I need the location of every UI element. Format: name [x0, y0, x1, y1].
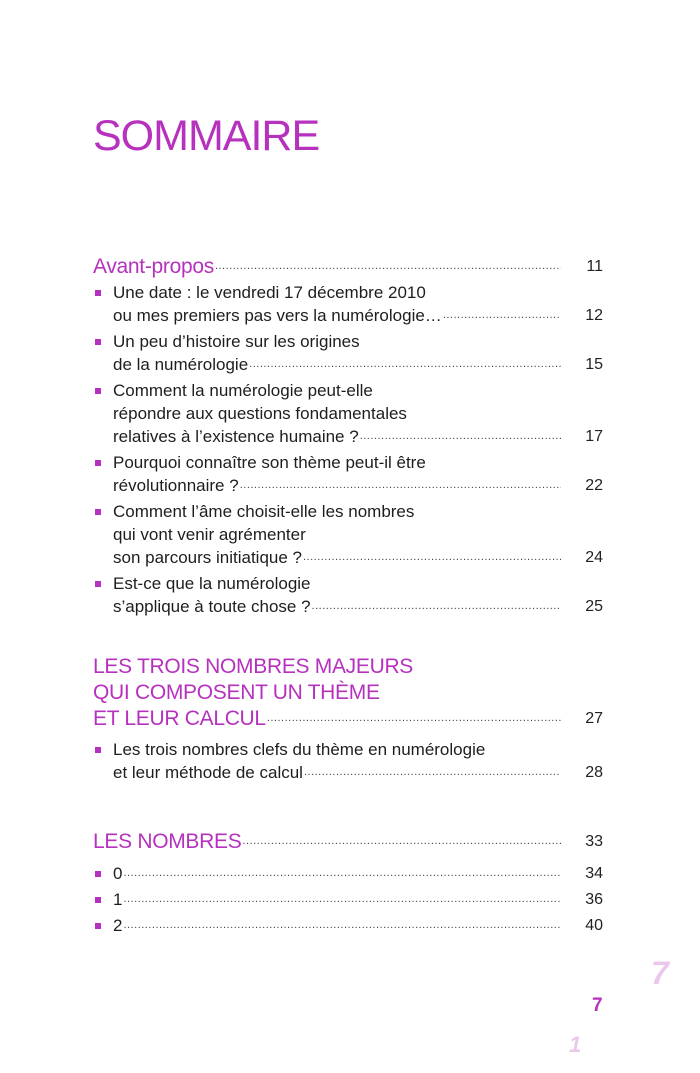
- page-title: SOMMAIRE: [93, 112, 320, 160]
- toc-item[interactable]: [93, 500, 603, 569]
- square-bullet-icon: [95, 747, 101, 753]
- toc-page-number: 25: [585, 598, 603, 615]
- toc-item-text: Une date : le vendredi 17 décembre 2010: [113, 283, 426, 302]
- square-bullet-icon: [95, 290, 101, 296]
- toc-page-number: 28: [585, 764, 603, 781]
- toc-item[interactable]: [93, 738, 603, 784]
- square-bullet-icon: [95, 897, 101, 903]
- decorative-numeral-seven: 7: [651, 955, 669, 991]
- leader-dots: [123, 866, 561, 880]
- square-bullet-icon: [95, 923, 101, 929]
- toc-item[interactable]: [93, 281, 603, 327]
- toc-item-text: 1: [113, 890, 123, 909]
- toc-page-number: 24: [585, 549, 603, 566]
- toc-item-text: qui vont venir agrémenter: [113, 525, 306, 544]
- toc-item-text: Les trois nombres clefs du thème en numérologie: [113, 740, 486, 759]
- toc-item-text: 0: [113, 864, 123, 883]
- toc-item-text: Comment la numérologie peut-elle: [113, 381, 373, 400]
- leader-dots: [304, 765, 561, 779]
- toc-page-number: 36: [585, 891, 603, 908]
- toc-heading-text: QUI COMPOSENT UN THÈME: [93, 681, 380, 704]
- leader-dots: [249, 357, 561, 371]
- toc-heading-text: ET LEUR CALCUL: [93, 707, 266, 730]
- toc-item-text: son parcours initiatique ?: [113, 548, 303, 567]
- toc-section-les-nombres: [93, 827, 603, 937]
- toc-item[interactable]: [93, 914, 603, 937]
- square-bullet-icon: [95, 581, 101, 587]
- leader-dots: [123, 918, 561, 932]
- leader-dots: [443, 308, 561, 322]
- toc-item[interactable]: [93, 572, 603, 618]
- square-bullet-icon: [95, 871, 101, 877]
- leader-dots: [360, 429, 561, 443]
- toc-page-number: 11: [586, 258, 603, 275]
- toc-item[interactable]: [93, 379, 603, 448]
- toc-page-number: 15: [585, 356, 603, 373]
- leader-dots: [123, 892, 561, 906]
- toc-page-number: 27: [585, 710, 603, 727]
- toc-page-number: 22: [585, 477, 603, 494]
- page-folio-number: 7: [592, 995, 603, 1016]
- toc-item[interactable]: [93, 330, 603, 376]
- toc-item-text: révolutionnaire ?: [113, 476, 239, 495]
- leader-dots: [215, 259, 561, 273]
- toc-item-text: ou mes premiers pas vers la numérologie…: [113, 306, 442, 325]
- square-bullet-icon: [95, 509, 101, 515]
- toc-page-number: 33: [585, 833, 603, 850]
- toc-heading-text: LES NOMBRES: [93, 830, 242, 853]
- toc-section-avant-propos: [93, 252, 603, 618]
- leader-dots: [267, 711, 561, 725]
- leader-dots: [242, 834, 561, 848]
- toc-item[interactable]: [93, 888, 603, 911]
- toc-item-text: 2: [113, 916, 123, 935]
- leader-dots: [312, 599, 561, 613]
- toc-page-number: 12: [585, 307, 603, 324]
- square-bullet-icon: [95, 388, 101, 394]
- toc-section-trois-nombres: [93, 652, 603, 784]
- toc-heading-trois-nombres[interactable]: [93, 652, 603, 730]
- decorative-numeral-one: 1: [569, 1032, 582, 1057]
- toc-heading-avant-propos[interactable]: [93, 252, 603, 278]
- toc-item-text: de la numérologie: [113, 355, 249, 374]
- leader-dots: [303, 550, 561, 564]
- square-bullet-icon: [95, 339, 101, 345]
- toc-item-text: répondre aux questions fondamentales: [113, 404, 407, 423]
- toc-heading-text: LES TROIS NOMBRES MAJEURS: [93, 655, 414, 678]
- toc-page-number: 34: [585, 865, 603, 882]
- toc-item-text: Est-ce que la numérologie: [113, 574, 311, 593]
- toc-item-text: Pourquoi connaître son thème peut-il être: [113, 453, 426, 472]
- leader-dots: [240, 478, 561, 492]
- toc-item-text: et leur méthode de calcul: [113, 763, 303, 782]
- toc-page-number: 17: [585, 428, 603, 445]
- toc-item-text: s’applique à toute chose ?: [113, 597, 311, 616]
- toc-heading-text: Avant-propos: [93, 255, 214, 278]
- toc-item-text: Un peu d’histoire sur les origines: [113, 332, 360, 351]
- toc-item[interactable]: [93, 451, 603, 497]
- toc-page-number: 40: [585, 917, 603, 934]
- toc-heading-les-nombres[interactable]: [93, 827, 603, 853]
- toc-item[interactable]: [93, 862, 603, 885]
- square-bullet-icon: [95, 460, 101, 466]
- toc-item-text: relatives à l’existence humaine ?: [113, 427, 359, 446]
- toc-item-text: Comment l’âme choisit-elle les nombres: [113, 502, 415, 521]
